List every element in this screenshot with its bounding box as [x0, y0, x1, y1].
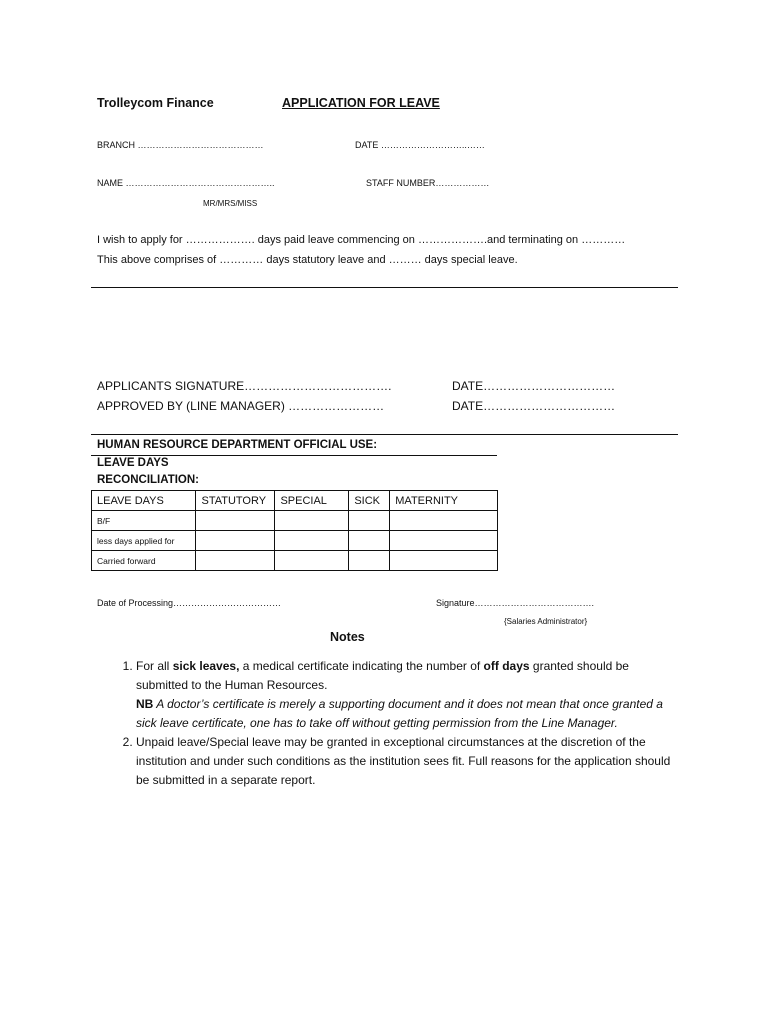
column-header-special: SPECIAL [275, 491, 349, 511]
column-header-leave-days: LEAVE DAYS [92, 491, 196, 511]
note-nb-label: NB [136, 697, 154, 711]
company-name: Trolleycom Finance [97, 96, 214, 110]
table-row [92, 531, 498, 551]
branch-field[interactable]: BRANCH …………………………………… [97, 140, 264, 150]
hr-subheading-reconciliation: RECONCILIATION: [97, 474, 200, 486]
column-header-sick: SICK [349, 491, 390, 511]
notes-title: Notes [330, 630, 365, 644]
notes-list-container [110, 657, 680, 790]
approved-date-field[interactable]: DATE…………………………… [452, 399, 616, 413]
row-label-less-days: less days applied for [92, 531, 196, 551]
note-bold-sick-leaves: sick leaves, [172, 659, 240, 673]
table-cell[interactable] [390, 551, 498, 571]
table-row [92, 511, 498, 531]
hr-heading-underline [91, 455, 497, 456]
table-cell[interactable] [349, 551, 390, 571]
table-cell[interactable] [196, 511, 275, 531]
table-header-row [92, 491, 498, 511]
staff-number-field[interactable]: STAFF NUMBER……………… [366, 178, 490, 188]
signature-field[interactable]: Signature…………………………………. [436, 598, 595, 608]
table-cell[interactable] [275, 511, 349, 531]
section-divider-1 [91, 287, 678, 288]
hr-subheading-leave-days: LEAVE DAYS [97, 457, 169, 469]
table-cell[interactable] [349, 511, 390, 531]
table-cell[interactable] [390, 511, 498, 531]
note-text: granted should be submitted to the Human Resources. [136, 659, 629, 692]
hr-section-heading: HUMAN RESOURCE DEPARTMENT OFFICIAL USE: [97, 439, 378, 451]
title-options-label: MR/MRS/MISS [203, 199, 258, 208]
note-bold-off-days: off days [483, 659, 530, 673]
note-text: For all [136, 659, 173, 673]
request-line-2[interactable]: This above comprises of ………… days statutory leave and ……… days special leave. [97, 254, 518, 266]
leave-reconciliation-table [91, 490, 498, 571]
applicant-signature-field[interactable]: APPLICANTS SIGNATURE………………………………. [97, 379, 392, 393]
note-nb-text: A doctor’s certificate is merely a supporting document and it does not mean that once granted a sick leave certificate, one has to take off without getting permission from the Line Manager. [136, 697, 663, 730]
table-row [92, 551, 498, 571]
note-item-1 [136, 657, 680, 733]
section-divider-2 [91, 434, 678, 435]
date-field[interactable]: DATE ………………………..…… [355, 140, 485, 150]
column-header-statutory: STATUTORY [196, 491, 275, 511]
form-title: APPLICATION FOR LEAVE [282, 96, 440, 110]
table-cell[interactable] [390, 531, 498, 551]
table-cell[interactable] [196, 551, 275, 571]
row-label-carried-forward: Carried forward [92, 551, 196, 571]
approved-by-field[interactable]: APPROVED BY (LINE MANAGER) …………………… [97, 399, 385, 413]
note-item-2: 2. Unpaid leave/Special leave may be granted in exceptional circumstances at the discretion of the institution and under such conditions as the institution sees fit. Full reasons for the application should be submitted in a separate report. [136, 733, 680, 790]
request-line-1[interactable]: I wish to apply for ………………. days paid leave commencing on ……………….and terminating on ………… [97, 234, 626, 246]
signature-role-label: {Salaries Administrator} [504, 617, 588, 626]
name-field[interactable]: NAME ………………………………………….. [97, 178, 275, 188]
applicant-date-field[interactable]: DATE…………………………… [452, 379, 616, 393]
row-label-bf: B/F [92, 511, 196, 531]
notes-list [110, 657, 680, 790]
column-header-maternity: MATERNITY [390, 491, 498, 511]
table-cell[interactable] [196, 531, 275, 551]
table-cell[interactable] [275, 531, 349, 551]
table-cell[interactable] [349, 531, 390, 551]
date-of-processing-field[interactable]: Date of Processing……………………………… [97, 598, 282, 608]
note-text: a medical certificate indicating the number of [239, 659, 484, 673]
table-cell[interactable] [275, 551, 349, 571]
